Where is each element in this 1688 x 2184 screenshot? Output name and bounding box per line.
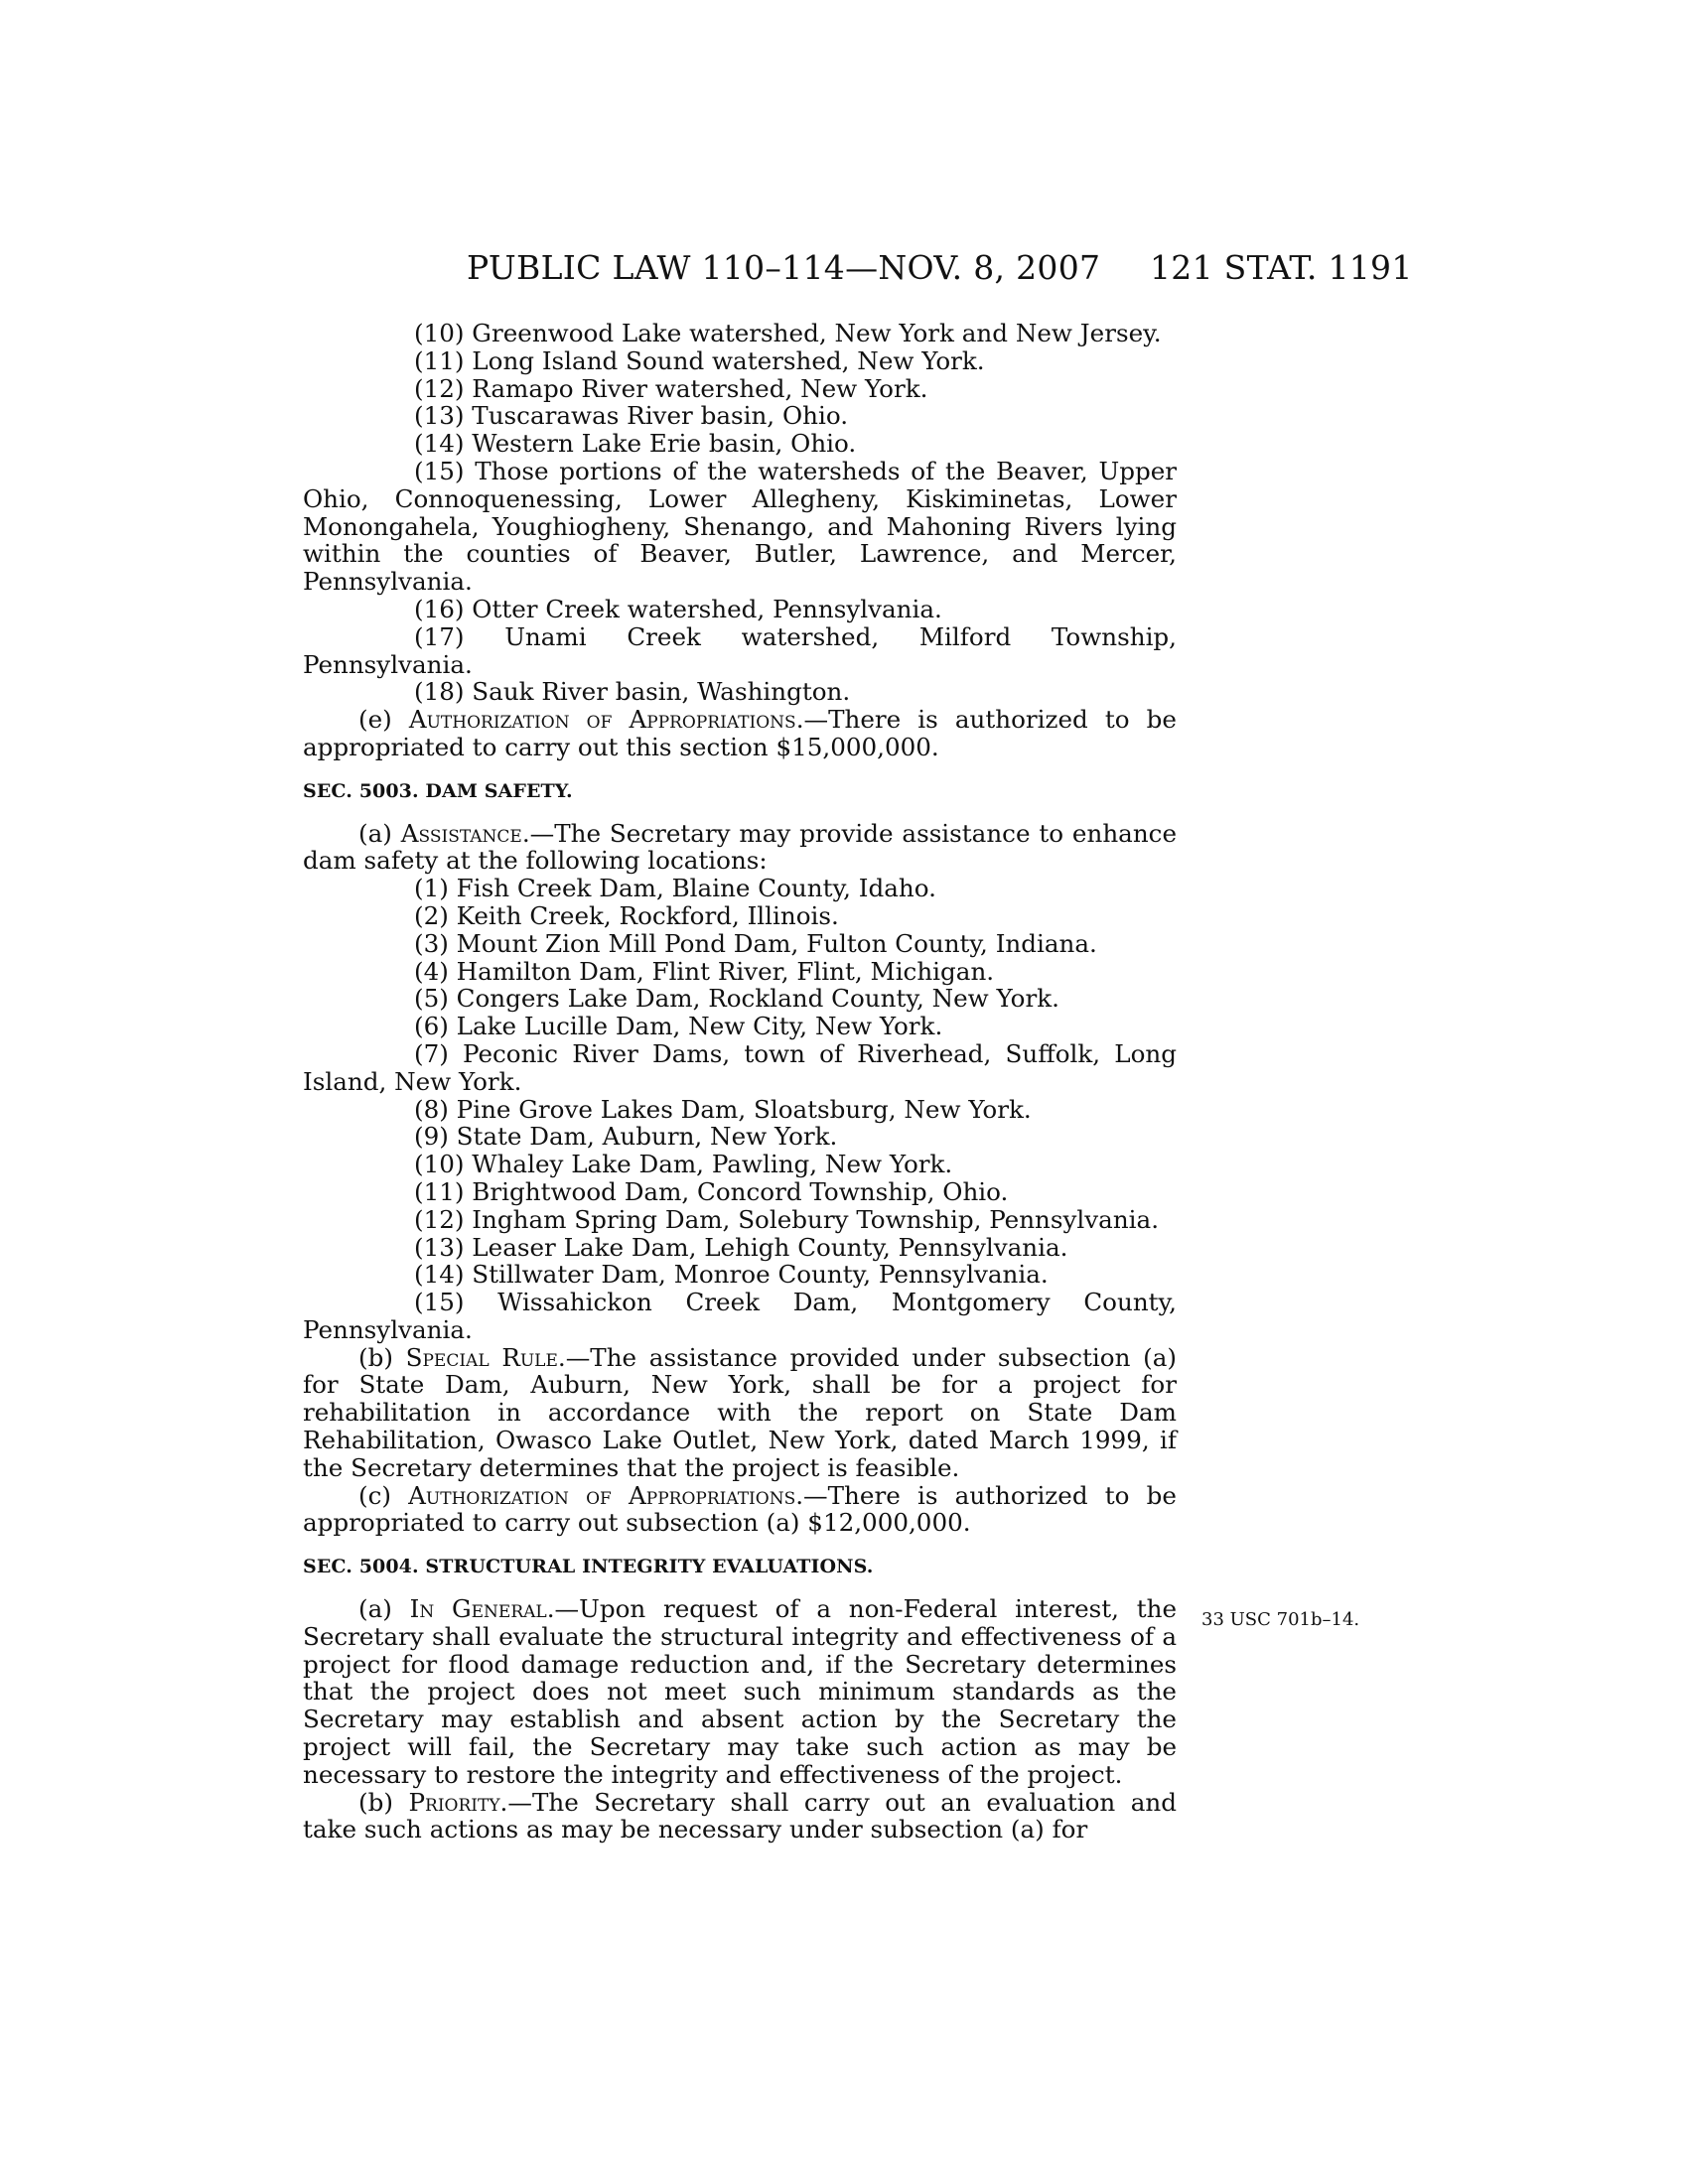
- subsection-heading: In General: [409, 1594, 547, 1624]
- section-title-5003: SEC. 5003. DAM SAFETY.: [303, 779, 573, 802]
- list-item: (15) Wissahickon Creek Dam, Montgomery County, Pennsylvania.: [303, 1288, 1177, 1344]
- list-item: (11) Brightwood Dam, Concord Township, Ohio.: [414, 1176, 1009, 1206]
- list-item: (3) Mount Zion Mill Pond Dam, Fulton County, Indiana.: [414, 928, 1097, 958]
- subsection-b: (b) Special Rule.—The assistance provided under subsection (a) for State Dam, Auburn, New York, shall be for a project for rehabilitation in accordance with the report on State Dam Rehabilitation, Owasco Lake Outlet, New York, dated March 1999, if the Secretary determines that the project is feasible.: [303, 1342, 1177, 1482]
- margin-citation-note: 33 USC 701b–14.: [1201, 1609, 1360, 1630]
- list-item: (6) Lake Lucille Dam, New City, New York.: [414, 1012, 943, 1041]
- list-item: (11) Long Island Sound watershed, New York.: [414, 345, 985, 375]
- list-item: (12) Ingham Spring Dam, Solebury Township, Pennsylvania.: [414, 1204, 1160, 1234]
- section-title-5004: SEC. 5004. STRUCTURAL INTEGRITY EVALUATIONS.: [303, 1556, 874, 1578]
- subsection-e: (e) Authorization of Appropriations.—There is authorized to be appropriated to carry out this section $15,000,000.: [303, 705, 1177, 761]
- subsection-c: (c) Authorization of Appropriations.—There is authorized to be appropriated to carry out subsection (a) $12,000,000.: [303, 1480, 1177, 1538]
- list-item: (2) Keith Creek, Rockford, Illinois.: [414, 900, 839, 930]
- page-body: [303, 320, 1177, 1843]
- subsection-heading: Authorization of Appropriations: [408, 705, 796, 735]
- list-item: (7) Peconic River Dams, town of Riverhead, Suffolk, Long Island, New York.: [303, 1038, 1177, 1096]
- list-item: (14) Western Lake Erie basin, Ohio.: [414, 429, 857, 459]
- subsection-b: (b) Priority.—The Secretary shall carry out an evaluation and take such actions as may be necessary under subsection (a) for: [303, 1787, 1177, 1844]
- list-item: (10) Whaley Lake Dam, Pawling, New York.: [414, 1150, 953, 1179]
- list-item: (9) State Dam, Auburn, New York.: [414, 1122, 838, 1152]
- list-item: (1) Fish Creek Dam, Blaine County, Idaho.: [414, 874, 936, 903]
- list-item: (16) Otter Creek watershed, Pennsylvania.: [414, 594, 942, 623]
- list-item: (8) Pine Grove Lakes Dam, Sloatsburg, New York.: [414, 1094, 1032, 1124]
- list-item: (14) Stillwater Dam, Monroe County, Pennsylvania.: [414, 1260, 1049, 1290]
- subsection-heading: Authorization of Appropriations: [408, 1480, 796, 1510]
- list-item: (4) Hamilton Dam, Flint River, Flint, Michigan.: [414, 956, 995, 986]
- subsection-heading: Assistance: [400, 818, 522, 848]
- list-item: (13) Leaser Lake Dam, Lehigh County, Pennsylvania.: [414, 1232, 1068, 1262]
- list-item: (17) Unami Creek watershed, Milford Township, Pennsylvania.: [303, 621, 1177, 679]
- list-item: (13) Tuscarawas River basin, Ohio.: [414, 401, 849, 431]
- running-header-title: PUBLIC LAW 110–114—NOV. 8, 2007: [467, 248, 1101, 287]
- running-header-page-number: 121 STAT. 1191: [1150, 248, 1413, 287]
- subsection-heading: Priority: [408, 1787, 500, 1817]
- subsection-heading: Special Rule: [405, 1342, 558, 1372]
- list-item: (10) Greenwood Lake watershed, New York and New Jersey.: [414, 319, 1162, 347]
- subsection-a: (a) Assistance.—The Secretary may provide assistance to enhance dam safety at the following locations:: [303, 818, 1177, 876]
- list-item: (12) Ramapo River watershed, New York.: [414, 373, 928, 403]
- subsection-a: (a) In General.—Upon request of a non-Federal interest, the Secretary shall evaluate the structural integrity and effectiveness of a project for flood damage reduction and, if the Secretary determines that the project does not meet such minimum standards as the Secretary may establish and absent action by the Secretary the project will fail, the Secretary may take such action as may be necessary to restore the integrity and effectiveness of the project.: [303, 1594, 1177, 1789]
- list-item: (18) Sauk River basin, Washington.: [414, 677, 851, 707]
- list-item: (5) Congers Lake Dam, Rockland County, New York.: [414, 984, 1059, 1014]
- list-item: (15) Those portions of the watersheds of the Beaver, Upper Ohio, Connoquenessing, Lower Allegheny, Kiskiminetas, Lower Monongahela, Youghiogheny, Shenango, and Mahoning Rivers lying within the counties of Beaver, Butler, Lawrence, and Mercer, Pennsylvania.: [303, 456, 1177, 597]
